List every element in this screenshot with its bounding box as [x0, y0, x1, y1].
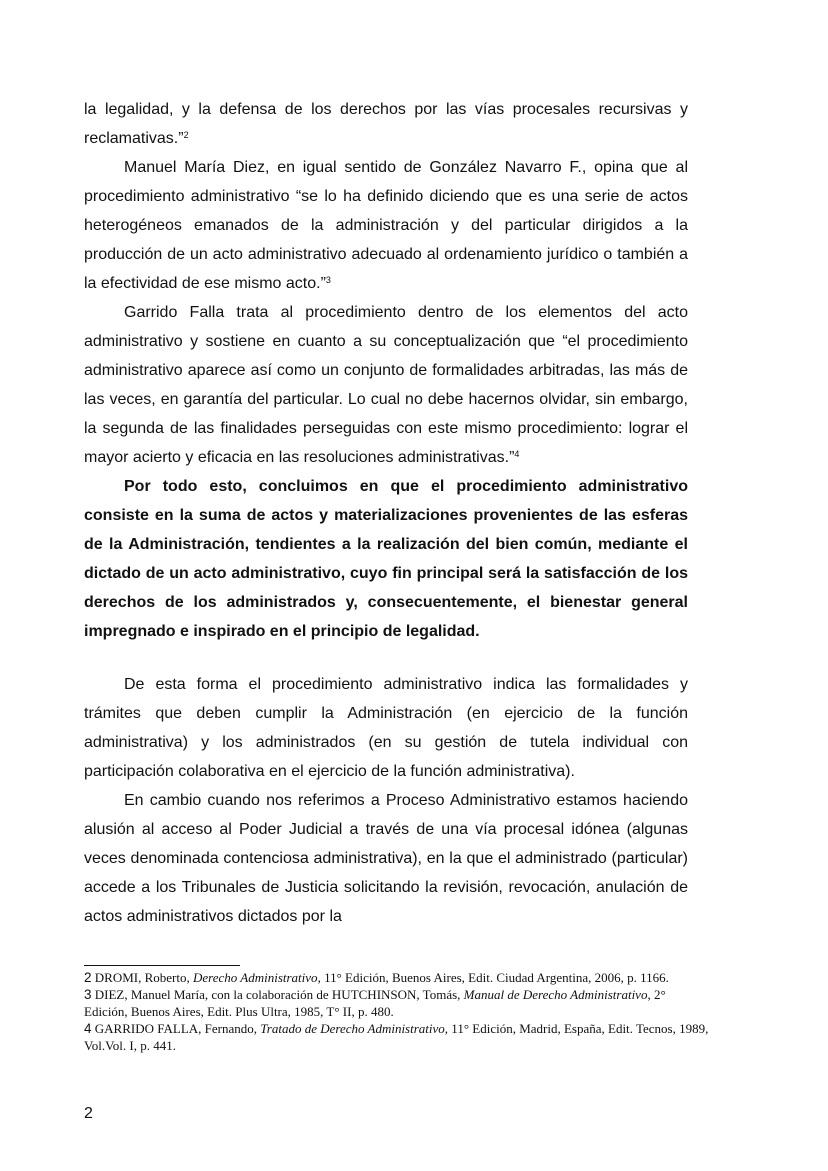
paragraph-diez: Manuel María Diez, en igual sentido de González Navarro F., opina que al procedimiento administrativo “se lo ha definido diciendo que es una serie de actos heterogéneos emanados de la administración y del particular dirigidos a la producción de un acto administrativo adecuado al ordenamiento jurídico o también a la efectividad de ese mismo acto.”$^3$: [84, 159, 688, 292]
footnote-2: 2 DROMI, Roberto, Derecho Administrativo, 11° Edición, Buenos Aires, Edit. Ciudad Argentina, 2006, p. 1166.: [84, 970, 669, 985]
cited-title: Derecho Administrativo: [192, 970, 318, 985]
footnote-ref-4: 4: [514, 449, 520, 459]
footnote-number: 3: [84, 987, 92, 1002]
paragraph-proceso-administrativo: En cambio cuando nos referimos a Proceso Administrativo estamos haciendo alusión al acceso al Poder Judicial a través de una vía procesal idónea (algunas veces denominada contenciosa administrativa), en la que el administrado (particular) accede a los Tribunales de Justicia solicitando la revisión, revocación, anulación de actos administrativos dictados por la: [84, 792, 688, 925]
page-number: 2: [84, 1105, 93, 1122]
cited-title: Tratado de Derecho Administrativo: [260, 1021, 445, 1036]
paragraph-continuation: la legalidad, y la defensa de los derechos por las vías procesales recursivas y reclamativas.”$^2$: [84, 101, 688, 147]
paragraph-conclusion: Por todo esto, concluimos en que el procedimiento administrativo consiste en la suma de actos y materializaciones provenientes de las esferas de la Administración, tendientes a la realización del bien común, mediante el dictado de un acto administrativo, cuyo fin principal será la satisfacción de los derechos de los administrados y, consecuentemente, el bienestar general impregnado e inspirado en el principio de legalidad.: [84, 478, 688, 640]
footnote-4: 4 GARRIDO FALLA, Fernando, Tratado de Derecho Administrativo, 11° Edición, Madrid, España, Edit. Tecnos, 1989, Vol.Vol. I, p. 441.: [84, 1021, 709, 1053]
paragraph-garrido-falla: Garrido Falla trata al procedimiento dentro de los elementos del acto administrativo y sostiene en cuanto a su conceptualización que “el procedimiento administrativo aparece así como un conjunto de formalidades arbitradas, las más de las veces, en garantía del particular. Lo cual no debe hacernos olvidar, sin embargo, la segunda de las finalidades perseguidas con este mismo procedimiento: lograr el mayor acierto y eficacia en las resoluciones administrativas.”$^4$: [84, 304, 688, 466]
footnotes: [84, 969, 712, 1054]
paragraph-formalidades: De esta forma el procedimiento administrativo indica las formalidades y trámites que deben cumplir la Administración (en ejercicio de la función administrativa) y los administrados (en su gestión de tutela individual con participación colaborativa en el ejercicio de la función administrativa).: [84, 676, 688, 780]
footnote-number: 2: [84, 970, 92, 985]
footnote-ref-3: 3: [325, 275, 331, 285]
footnote-number: 4: [84, 1021, 92, 1036]
footnote-3: 3 DIEZ, Manuel María, con la colaboración de HUTCHINSON, Tomás, Manual de Derecho Administrativo, 2° Edición, Buenos Aires, Edit. Plus Ultra, 1985, T° II, p. 480.: [84, 987, 666, 1019]
footnote-ref-2: 2: [183, 130, 189, 140]
body-text: [84, 95, 688, 931]
footnote-separator: [84, 965, 240, 966]
cited-title: Manual de Derecho Administrativo: [463, 987, 648, 1002]
